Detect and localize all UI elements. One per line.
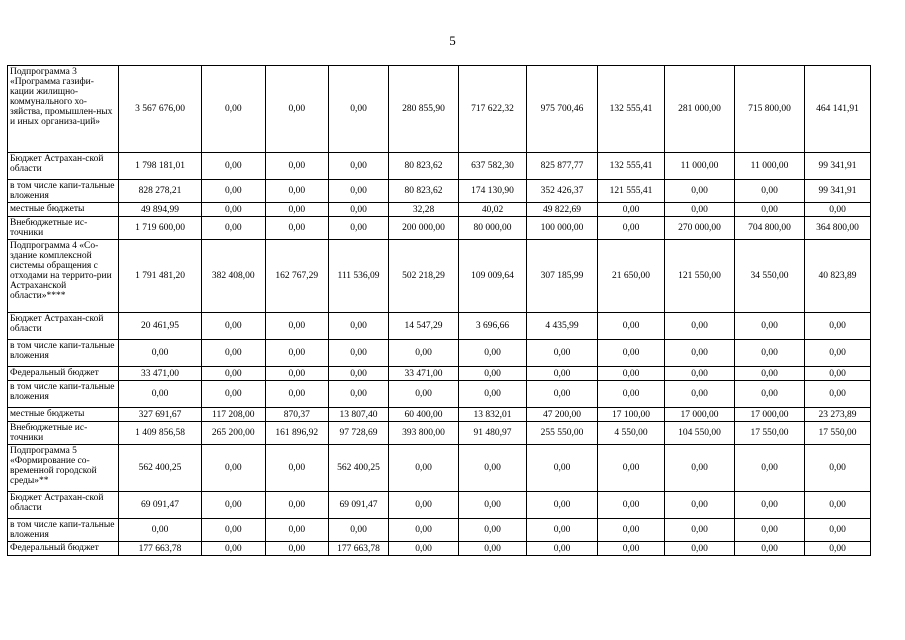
table-cell: 3 567 676,00 xyxy=(119,66,202,153)
row-label: Внебюджетные ис-точники xyxy=(8,217,119,240)
table-cell: 100 000,00 xyxy=(527,217,598,240)
table-cell: 104 550,00 xyxy=(665,422,735,445)
table-cell: 0,00 xyxy=(119,519,202,542)
table-cell: 99 341,91 xyxy=(805,153,871,180)
table-cell: 0,00 xyxy=(598,492,665,519)
table-cell: 0,00 xyxy=(459,519,527,542)
table-row xyxy=(8,240,871,313)
table-cell: 0,00 xyxy=(202,367,266,381)
table-cell: 161 896,92 xyxy=(265,422,329,445)
table-row xyxy=(8,542,871,556)
table-body xyxy=(8,66,871,556)
table-cell: 0,00 xyxy=(735,203,805,217)
table-cell: 255 550,00 xyxy=(527,422,598,445)
table-cell: 33 471,00 xyxy=(119,367,202,381)
table-cell: 91 480,97 xyxy=(459,422,527,445)
table-cell: 0,00 xyxy=(527,492,598,519)
table-cell: 0,00 xyxy=(735,381,805,408)
table-row xyxy=(8,66,871,153)
table-cell: 0,00 xyxy=(735,313,805,340)
table-cell: 0,00 xyxy=(459,340,527,367)
table-cell: 0,00 xyxy=(598,217,665,240)
table-cell: 352 426,37 xyxy=(527,180,598,203)
table-cell: 0,00 xyxy=(119,381,202,408)
table-cell: 0,00 xyxy=(459,542,527,556)
table-cell: 121 550,00 xyxy=(665,240,735,313)
table-cell: 0,00 xyxy=(665,519,735,542)
table-cell: 0,00 xyxy=(202,445,266,492)
table-cell: 80 823,62 xyxy=(389,153,459,180)
table-cell: 265 200,00 xyxy=(202,422,266,445)
table-cell: 4 435,99 xyxy=(527,313,598,340)
table-cell: 1 791 481,20 xyxy=(119,240,202,313)
table-cell: 0,00 xyxy=(805,313,871,340)
table-cell: 0,00 xyxy=(665,381,735,408)
table-cell: 0,00 xyxy=(527,340,598,367)
row-label: Федеральный бюджет xyxy=(8,367,119,381)
table-cell: 0,00 xyxy=(665,313,735,340)
table-cell: 0,00 xyxy=(805,381,871,408)
table-cell: 0,00 xyxy=(202,66,266,153)
table-cell: 1 409 856,58 xyxy=(119,422,202,445)
table-cell: 364 800,00 xyxy=(805,217,871,240)
table-cell: 0,00 xyxy=(389,445,459,492)
table-cell: 11 000,00 xyxy=(665,153,735,180)
table-cell: 3 696,66 xyxy=(459,313,527,340)
table-cell: 80 000,00 xyxy=(459,217,527,240)
table-cell: 0,00 xyxy=(459,367,527,381)
table-cell: 0,00 xyxy=(265,180,329,203)
table-cell: 20 461,95 xyxy=(119,313,202,340)
table-row xyxy=(8,203,871,217)
table-row xyxy=(8,367,871,381)
table-cell: 0,00 xyxy=(265,519,329,542)
table-cell: 975 700,46 xyxy=(527,66,598,153)
table-cell: 0,00 xyxy=(598,381,665,408)
table-cell: 637 582,30 xyxy=(459,153,527,180)
table-cell: 80 823,62 xyxy=(389,180,459,203)
table-cell: 870,37 xyxy=(265,408,329,422)
table-cell: 0,00 xyxy=(265,340,329,367)
table-cell: 828 278,21 xyxy=(119,180,202,203)
table-cell: 0,00 xyxy=(665,492,735,519)
row-label: в том числе капи-тальные вложения xyxy=(8,180,119,203)
table-cell: 23 273,89 xyxy=(805,408,871,422)
table-cell: 69 091,47 xyxy=(329,492,389,519)
table-cell: 0,00 xyxy=(265,66,329,153)
table-cell: 0,00 xyxy=(598,203,665,217)
table-cell: 17 550,00 xyxy=(805,422,871,445)
table-cell: 200 000,00 xyxy=(389,217,459,240)
table-cell: 0,00 xyxy=(329,340,389,367)
table-cell: 0,00 xyxy=(665,367,735,381)
table-cell: 33 471,00 xyxy=(389,367,459,381)
table-cell: 69 091,47 xyxy=(119,492,202,519)
table-cell: 0,00 xyxy=(598,313,665,340)
table-cell: 280 855,90 xyxy=(389,66,459,153)
table-cell: 0,00 xyxy=(202,180,266,203)
table-row xyxy=(8,408,871,422)
table-cell: 40 823,89 xyxy=(805,240,871,313)
table-cell: 111 536,09 xyxy=(329,240,389,313)
table-cell: 0,00 xyxy=(805,519,871,542)
table-cell: 0,00 xyxy=(735,180,805,203)
table-cell: 0,00 xyxy=(265,313,329,340)
table-cell: 0,00 xyxy=(527,381,598,408)
table-row xyxy=(8,445,871,492)
table-cell: 0,00 xyxy=(805,445,871,492)
row-label: Внебюджетные ис-точники xyxy=(8,422,119,445)
table-cell: 11 000,00 xyxy=(735,153,805,180)
table-cell: 40,02 xyxy=(459,203,527,217)
table-row xyxy=(8,153,871,180)
table-cell: 0,00 xyxy=(459,381,527,408)
table-cell: 0,00 xyxy=(665,340,735,367)
table-row xyxy=(8,313,871,340)
table-cell: 162 767,29 xyxy=(265,240,329,313)
row-label: в том числе капи-тальные вложения xyxy=(8,519,119,542)
table-cell: 0,00 xyxy=(265,203,329,217)
table-cell: 0,00 xyxy=(598,367,665,381)
table-cell: 0,00 xyxy=(805,492,871,519)
table-cell: 0,00 xyxy=(329,367,389,381)
row-label: Бюджет Астрахан-ской области xyxy=(8,153,119,180)
row-label: местные бюджеты xyxy=(8,203,119,217)
row-label: Подпрограмма 4 «Со-здание комплексной системы обращения с отходами на террито-рии Астраханской области»**** xyxy=(8,240,119,313)
table-cell: 0,00 xyxy=(735,445,805,492)
table-cell: 174 130,90 xyxy=(459,180,527,203)
table-cell: 715 800,00 xyxy=(735,66,805,153)
table-cell: 14 547,29 xyxy=(389,313,459,340)
table-cell: 0,00 xyxy=(265,492,329,519)
table-cell: 0,00 xyxy=(389,519,459,542)
table-cell: 0,00 xyxy=(598,519,665,542)
row-label: в том числе капи-тальные вложения xyxy=(8,381,119,408)
page-number: 5 xyxy=(449,33,456,48)
table-row xyxy=(8,180,871,203)
table-cell: 0,00 xyxy=(598,340,665,367)
table-cell: 17 100,00 xyxy=(598,408,665,422)
row-label: Бюджет Астрахан-ской области xyxy=(8,313,119,340)
table-cell: 0,00 xyxy=(265,367,329,381)
table-row xyxy=(8,217,871,240)
table-cell: 132 555,41 xyxy=(598,153,665,180)
table-cell: 0,00 xyxy=(389,340,459,367)
table-cell: 704 800,00 xyxy=(735,217,805,240)
table-cell: 49 822,69 xyxy=(527,203,598,217)
row-label: Подпрограмма 3 «Программа газифи-кации жилищно-коммунального хо-зяйства, промышлен-ных и иных организа-ций» xyxy=(8,66,119,153)
table-cell: 0,00 xyxy=(665,542,735,556)
table-cell: 0,00 xyxy=(665,203,735,217)
row-label: Подпрограмма 5 «Формирование со-временной городской среды»** xyxy=(8,445,119,492)
table-cell: 0,00 xyxy=(735,492,805,519)
table-cell: 0,00 xyxy=(265,153,329,180)
table-cell: 0,00 xyxy=(527,367,598,381)
table-row xyxy=(8,492,871,519)
table-cell: 0,00 xyxy=(735,542,805,556)
table-cell: 0,00 xyxy=(329,313,389,340)
table-cell: 17 000,00 xyxy=(735,408,805,422)
table-cell: 0,00 xyxy=(805,367,871,381)
table-cell: 0,00 xyxy=(735,367,805,381)
table-cell: 99 341,91 xyxy=(805,180,871,203)
table-cell: 97 728,69 xyxy=(329,422,389,445)
table-cell: 0,00 xyxy=(459,445,527,492)
table-cell: 281 000,00 xyxy=(665,66,735,153)
table-cell: 0,00 xyxy=(265,381,329,408)
table-cell: 382 408,00 xyxy=(202,240,266,313)
row-label: Федеральный бюджет xyxy=(8,542,119,556)
table-cell: 0,00 xyxy=(527,519,598,542)
table-cell: 825 877,77 xyxy=(527,153,598,180)
table-cell: 47 200,00 xyxy=(527,408,598,422)
budget-table xyxy=(7,65,871,556)
row-label: Бюджет Астрахан-ской области xyxy=(8,492,119,519)
table-cell: 121 555,41 xyxy=(598,180,665,203)
table-cell: 327 691,67 xyxy=(119,408,202,422)
table-cell: 0,00 xyxy=(202,217,266,240)
table-cell: 21 650,00 xyxy=(598,240,665,313)
table-row xyxy=(8,422,871,445)
table-cell: 60 400,00 xyxy=(389,408,459,422)
table-cell: 0,00 xyxy=(805,542,871,556)
table-cell: 0,00 xyxy=(265,542,329,556)
table-cell: 4 550,00 xyxy=(598,422,665,445)
table-cell: 0,00 xyxy=(329,180,389,203)
table-cell: 0,00 xyxy=(265,445,329,492)
table-cell: 0,00 xyxy=(202,153,266,180)
table-cell: 0,00 xyxy=(202,381,266,408)
table-cell: 117 208,00 xyxy=(202,408,266,422)
table-cell: 0,00 xyxy=(735,519,805,542)
table-cell: 717 622,32 xyxy=(459,66,527,153)
row-label: местные бюджеты xyxy=(8,408,119,422)
table-cell: 0,00 xyxy=(329,153,389,180)
table-cell: 109 009,64 xyxy=(459,240,527,313)
table-cell: 270 000,00 xyxy=(665,217,735,240)
table-cell: 132 555,41 xyxy=(598,66,665,153)
table-row xyxy=(8,519,871,542)
table-cell: 0,00 xyxy=(389,542,459,556)
table-cell: 0,00 xyxy=(805,203,871,217)
table-cell: 13 832,01 xyxy=(459,408,527,422)
table-cell: 0,00 xyxy=(389,381,459,408)
table-cell: 0,00 xyxy=(202,340,266,367)
table-cell: 0,00 xyxy=(527,542,598,556)
table-cell: 0,00 xyxy=(329,217,389,240)
table-cell: 17 550,00 xyxy=(735,422,805,445)
table-cell: 0,00 xyxy=(329,203,389,217)
table-cell: 0,00 xyxy=(459,492,527,519)
table-cell: 0,00 xyxy=(329,381,389,408)
table-cell: 177 663,78 xyxy=(119,542,202,556)
table-cell: 562 400,25 xyxy=(119,445,202,492)
table-cell: 0,00 xyxy=(527,445,598,492)
table-cell: 177 663,78 xyxy=(329,542,389,556)
table-cell: 0,00 xyxy=(202,519,266,542)
table-cell: 393 800,00 xyxy=(389,422,459,445)
table-cell: 0,00 xyxy=(202,542,266,556)
table-cell: 0,00 xyxy=(665,445,735,492)
table-cell: 34 550,00 xyxy=(735,240,805,313)
table-cell: 0,00 xyxy=(119,340,202,367)
table-cell: 49 894,99 xyxy=(119,203,202,217)
table-cell: 32,28 xyxy=(389,203,459,217)
table-cell: 0,00 xyxy=(329,66,389,153)
table-cell: 0,00 xyxy=(202,492,266,519)
table-cell: 0,00 xyxy=(265,217,329,240)
table-cell: 562 400,25 xyxy=(329,445,389,492)
table-row xyxy=(8,340,871,367)
table-cell: 0,00 xyxy=(735,340,805,367)
table-cell: 13 807,40 xyxy=(329,408,389,422)
table-cell: 502 218,29 xyxy=(389,240,459,313)
table-cell: 0,00 xyxy=(598,542,665,556)
row-label: в том числе капи-тальные вложения xyxy=(8,340,119,367)
table-row xyxy=(8,381,871,408)
table-cell: 0,00 xyxy=(805,340,871,367)
table-cell: 0,00 xyxy=(665,180,735,203)
table-cell: 307 185,99 xyxy=(527,240,598,313)
table-cell: 0,00 xyxy=(598,445,665,492)
table-cell: 1 798 181,01 xyxy=(119,153,202,180)
table-cell: 1 719 600,00 xyxy=(119,217,202,240)
table-cell: 0,00 xyxy=(202,313,266,340)
table-cell: 464 141,91 xyxy=(805,66,871,153)
table-cell: 17 000,00 xyxy=(665,408,735,422)
table-cell: 0,00 xyxy=(329,519,389,542)
table-cell: 0,00 xyxy=(202,203,266,217)
table-cell: 0,00 xyxy=(389,492,459,519)
